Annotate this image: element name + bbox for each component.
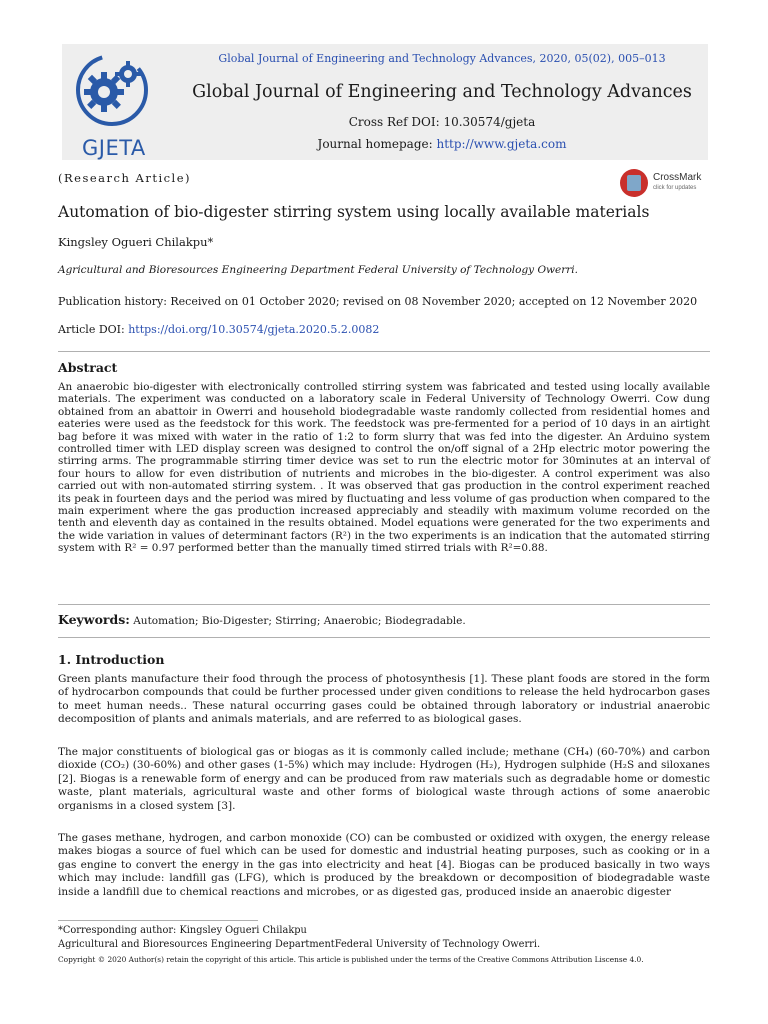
homepage-label: Journal homepage: bbox=[317, 137, 437, 151]
keywords-list: Automation; Bio-Digester; Stirring; Anaerobic; Biodegradable. bbox=[129, 615, 466, 627]
crossmark-sub: click for updates bbox=[653, 185, 697, 191]
abstract-text: An anaerobic bio-digester with electronically controlled stirring system was fabricated and tested using locally available materials. The experiment was conducted on a laboratory scale in Federal University of Technology Owerri. Cow dung obtained from an abattoir in Owerri and household biodegradable waste randomly collected from residential homes and eateries were used as the feedstock for this work. The feedstock was pre-fermented for a period of 10 days in an airtight bag before it was mixed with water in the ratio of 1:2 to form slurry that was fed into the digester. An Arduino system controlled timer with LED display screen was designed to control the on/off signal of a 2Hp electric motor powering the stirring arms. The programmable stirring timer device was set to run the electric motor for 30minutes at an interval of four hours to allow for even distribution of nutrients and microbes in the bio-digester. A control experiment was also carried out with non-automated stirring system. . It was observed that gas production in the control experiment reached its peak in fourteen days and the period was mired by fluctuating and less volume of gas production when compared to the main experiment where the gas production increased appreciably and steadily with maximum volume recorded on the tenth and eleventh day as contained in the results obtained. Model equations were generated for the two experiments and the wide variation in values of determinant factors (R²) in the two experiments is an indication that the automated stirring system with R² = 0.97 performed better than the manually timed stirred trials with R²=0.88. bbox=[58, 381, 710, 555]
article-title: Automation of bio-digester stirring system using locally available materials bbox=[58, 203, 650, 221]
keywords bbox=[58, 612, 466, 627]
homepage-link[interactable]: http://www.gjeta.com bbox=[436, 137, 567, 151]
crossref-doi: Cross Ref DOI: 10.30574/gjeta bbox=[348, 115, 536, 129]
article-type: (Research Article) bbox=[58, 171, 192, 185]
article-doi bbox=[58, 323, 379, 336]
author-affiliation: Agricultural and Bioresources Engineering Department Federal University of Technology Owerri. bbox=[58, 264, 578, 276]
section-divider bbox=[58, 637, 710, 638]
corresponding-author: *Corresponding author: Kingsley Ogueri Chilakpu bbox=[58, 925, 307, 936]
intro-paragraph-2: The major constituents of biological gas or biogas as it is commonly called include; methane (CH₄) (60-70%) and carbon dioxide (CO₂) (30-60%) and other gases (1-5%) which may include: Hydrogen (H₂), Hydrogen sulphide (H₂S and siloxanes [2]. Biogas is a renewable form of energy and can be produced from raw materials such as degradable home or domestic waste, plant materials, agricultural waste and other forms of biological waste through actions of some anaerobic organisms in a closed system [3]. bbox=[58, 746, 710, 812]
crossmark-icon bbox=[620, 169, 648, 197]
publication-history: Publication history: Received on 01 October 2020; revised on 08 November 2020; accepted on 12 November 2020 bbox=[58, 295, 698, 308]
copyright-notice: Copyright © 2020 Author(s) retain the copyright of this article. This article is published under the terms of the Creative Commons Attribution Liscense 4.0. bbox=[58, 955, 644, 964]
crossmark-badge[interactable] bbox=[620, 169, 712, 199]
journal-reference: Global Journal of Engineering and Technology Advances, 2020, 05(02), 005–013 bbox=[218, 52, 666, 65]
doi-link[interactable]: https://doi.org/10.30574/gjeta.2020.5.2.0082 bbox=[128, 323, 380, 336]
article-author: Kingsley Ogueri Chilakpu* bbox=[58, 235, 214, 249]
journal-logo bbox=[72, 52, 160, 158]
doi-label: Article DOI: bbox=[58, 323, 129, 336]
gears-icon bbox=[72, 52, 160, 132]
introduction-heading: 1. Introduction bbox=[58, 652, 165, 667]
keywords-label: Keywords: bbox=[58, 612, 130, 627]
logo-text: GJETA bbox=[82, 136, 146, 160]
abstract-heading: Abstract bbox=[58, 360, 118, 375]
journal-header bbox=[62, 44, 708, 160]
journal-title: Global Journal of Engineering and Technology Advances bbox=[192, 82, 692, 102]
footer-affiliation: Agricultural and Bioresources Engineering DepartmentFederal University of Technology Owerri. bbox=[58, 939, 541, 950]
section-divider bbox=[58, 351, 710, 352]
intro-paragraph-1: Green plants manufacture their food through the process of photosynthesis [1]. These plant foods are stored in the form of hydrocarbon compounds that could be further processed under given conditions to release the held hydrocarbon gases to meet human needs.. These natural occurring gases could be obtained through laboratory or industrial anaerobic decomposition of plants and animals materials, and are referred to as biological gases. bbox=[58, 673, 710, 726]
footnote-divider bbox=[58, 920, 258, 921]
intro-paragraph-3: The gases methane, hydrogen, and carbon monoxide (CO) can be combusted or oxidized with oxygen, the energy release makes biogas a source of fuel which can be used for domestic and industrial heating purposes, such as cooking or in a gas engine to convert the energy in the gas into electricity and heat [4]. Biogas can be produced basically in two ways which may include: landfill gas (LFG), which is produced by the breakdown or decomposition of biodegradable waste inside a landfill due to chemical reactions and microbes, or as digested gas, produced inside an anaerobic digester bbox=[58, 832, 710, 898]
journal-homepage bbox=[202, 137, 682, 151]
crossmark-label: CrossMark bbox=[653, 172, 702, 183]
section-divider bbox=[58, 604, 710, 605]
